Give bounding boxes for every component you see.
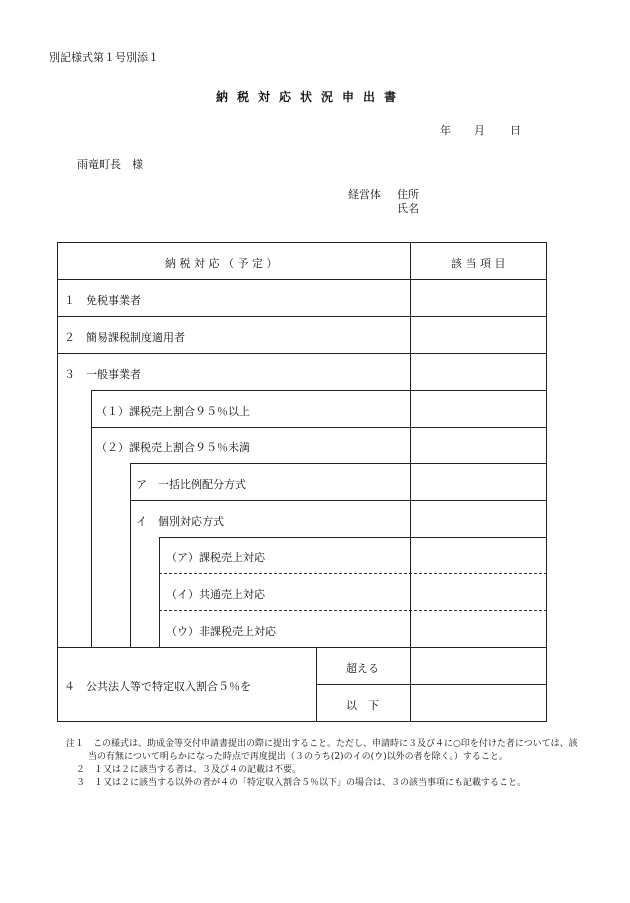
header-applicable-item: 該 当 項 目	[451, 257, 506, 270]
recipient: 雨竜町長 様	[77, 158, 143, 171]
note-3: ３ １又は２に該当する以外の者が４の「特定収入割合５％以下」の場合は、３の該当事項にも記載すること。	[76, 778, 527, 788]
table-border-bottom	[57, 721, 547, 722]
row-line	[57, 316, 547, 317]
row-itemized-method: イ 個別対応方式	[136, 515, 224, 528]
page-title: 納税対応状況申出書	[216, 90, 406, 104]
table-border-left	[57, 242, 58, 722]
row-line	[91, 427, 547, 428]
indent-line	[159, 537, 160, 647]
row-line	[130, 463, 547, 464]
date-year-label: 年	[440, 124, 451, 137]
row-line	[57, 647, 547, 648]
dashed-row-line	[159, 573, 547, 574]
dashed-row-line	[159, 610, 547, 611]
address-label: 住所	[397, 188, 419, 201]
form-id: 別記様式第１号別添１	[49, 51, 159, 64]
table-border-right	[546, 242, 547, 722]
row4-split-line	[316, 684, 547, 685]
table-border-top	[57, 242, 547, 243]
row-general-business: ３ 一般事業者	[64, 368, 141, 381]
row-nontaxable-sales: （ウ）非課税売上対応	[166, 625, 276, 638]
header-tax-response: 納 税 対 応 （ 予 定 ）	[165, 257, 278, 270]
row-exempt-business: １ 免税事業者	[64, 294, 141, 307]
row-taxable-sales: （ア）課税売上対応	[166, 551, 265, 564]
date-month-label: 月	[474, 124, 485, 137]
note-2: ２ １又は２に該当する者は、３及び４の記載は不要。	[76, 765, 302, 775]
note-1: 注１ この様式は、助成金等交付申請書提出の際に提出すること。ただし、申請時に３及び４に○印を付けた者については、該当の有無について明らかになった時点で再度提出（３のうち(2)のイの(ウ)以外の者を除く。）すること。	[66, 739, 578, 762]
row-ratio-95-or-more: （１）課税売上割合９５％以上	[96, 405, 250, 418]
row-public-corporation: ４ 公共法人等で特定収入割合５％を	[64, 680, 251, 693]
row-line	[91, 390, 547, 391]
row-simplified-taxation: ２ 簡易課税制度適用者	[64, 331, 185, 344]
notes	[66, 738, 586, 790]
date-day-label: 日	[510, 124, 521, 137]
row-line	[130, 500, 547, 501]
row-ratio-under-95: （２）課税売上割合９５％未満	[96, 441, 250, 454]
column-divider	[410, 242, 411, 648]
indent-line	[130, 463, 131, 647]
row-lump-sum-method: ア 一括比例配分方式	[136, 478, 246, 491]
name-label: 氏名	[397, 202, 419, 215]
row-common-sales: （イ）共通売上対応	[166, 588, 265, 601]
row-line	[57, 279, 547, 280]
indent-line	[91, 390, 92, 647]
row-line	[159, 537, 547, 538]
applicant-label: 経営体	[348, 188, 381, 201]
row4-exceeds: 超える	[346, 662, 379, 675]
row4-or-below: 以 下	[346, 699, 379, 712]
row-line	[57, 353, 547, 354]
